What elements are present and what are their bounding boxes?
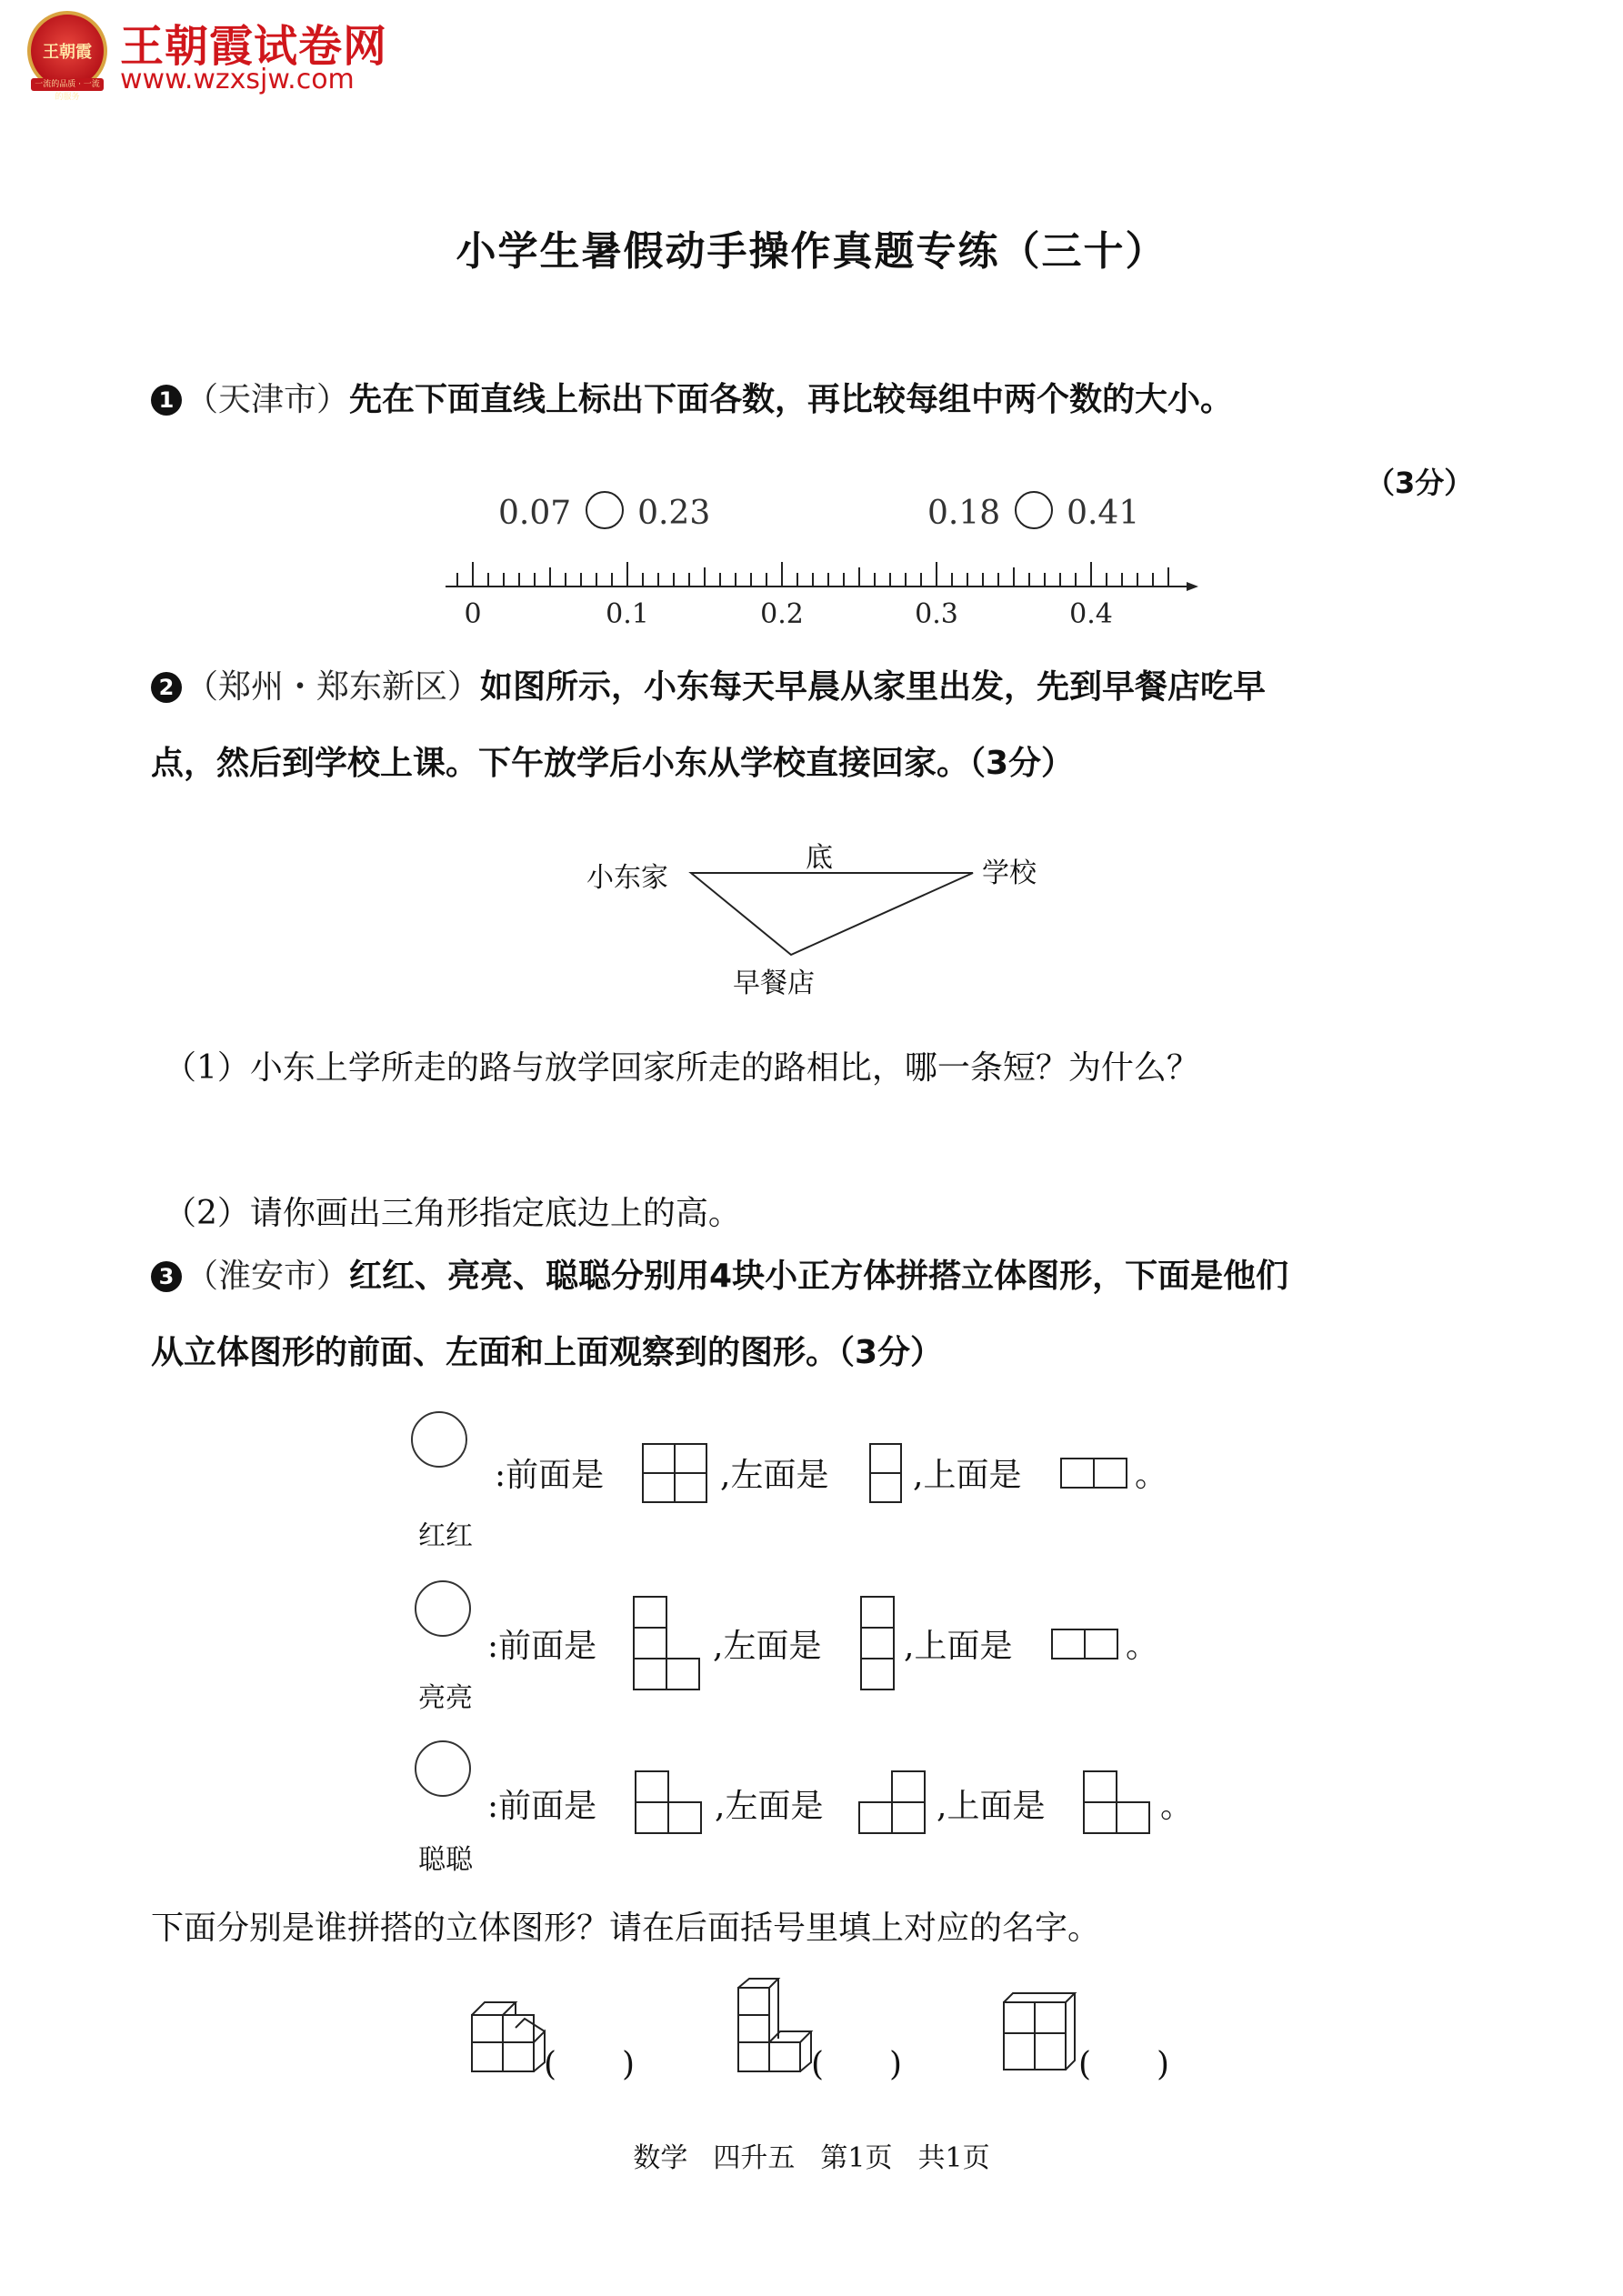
page-footer [0,2135,1623,2175]
number-line [436,546,1200,637]
number-line-label: 0.4 [1069,598,1113,630]
kid-name: 红红 [418,1520,473,1552]
brand-name: 王朝霞试卷网 [120,21,388,72]
top-label: ,上面是 [904,1628,1013,1665]
pair-value: 0.07 [498,495,572,532]
question-text-continued: 点，然后到学校上课。下午放学后小东从学校直接回家。（3分） [151,745,1075,782]
answer-blank[interactable]: ( ) [1078,2046,1170,2083]
sub-question-1: （1）小东上学所走的路与放学回家所走的路相比，哪一条短？为什么？ [164,1049,1199,1087]
question-3 [151,1260,1288,1293]
answer-blank[interactable]: ( ) [811,2046,903,2083]
answer-blank[interactable]: ( ) [544,2046,636,2083]
label-school: 学校 [982,857,1037,889]
question-source: （郑州・郑东新区） [185,668,481,706]
logo-ribbon: 一流的品质 · 一流的服务 [31,78,104,91]
footer-total: 共1页 [917,2142,990,2174]
left-view-shape [859,1595,896,1691]
question-source: （淮安市） [185,1258,350,1295]
question-source: （天津市） [185,381,350,418]
end-mark: 。 [1160,1788,1194,1825]
cube-figure-3 [1000,1982,1082,2077]
number-line-label: 0.1 [606,598,649,630]
question-2 [151,668,1267,706]
compare-pair-1 [498,491,710,532]
top-view-shape [1059,1457,1128,1489]
left-label: ,左面是 [715,1788,824,1825]
compare-circle[interactable] [1015,491,1053,529]
footer-subject: 数学 [633,2142,688,2174]
left-label: ,左面是 [713,1628,822,1665]
question-text: 红红、亮亮、聪聪分别用4块小正方体拼搭立体图形，下面是他们 [349,1258,1289,1295]
number-line-label: 0 [464,598,482,630]
label-home: 小东家 [586,862,668,894]
pair-value: 0.41 [1067,495,1140,532]
top-label: ,上面是 [937,1788,1046,1825]
question-text-continued: 从立体图形的前面、左面和上面观察到的图形。（3分） [151,1334,944,1371]
kid-name: 亮亮 [418,1682,473,1714]
front-label: :前面是 [487,1788,597,1825]
triangle [691,873,973,955]
question-number-badge: 2 [151,672,182,703]
boy-avatar-icon [415,1740,471,1797]
front-label: :前面是 [495,1457,605,1494]
footer-page: 第1页 [820,2142,893,2174]
front-label: :前面是 [487,1628,597,1665]
number-line-arrow [1187,582,1198,591]
cube-figure-1 [468,1982,550,2077]
girl-avatar-icon [411,1411,467,1468]
end-mark: 。 [1135,1457,1168,1494]
question-text: 先在下面直线上标出下面各数，再比较每组中两个数的大小。 [349,381,1234,418]
top-view-shape [1082,1770,1153,1837]
top-view-shape [1050,1628,1119,1660]
page-title: 小学生暑假动手操作真题专练（三十） [456,228,1167,275]
brand-url: www.wzxsjw.com [120,64,355,95]
question-1 [151,381,1234,418]
label-base: 底 [806,842,833,874]
front-view-shape [641,1442,708,1504]
cube-figure-2 [735,1975,818,2079]
left-view-shape [868,1442,903,1504]
label-shop: 早餐店 [733,968,815,999]
question-number-badge: 1 [151,385,182,416]
compare-circle[interactable] [586,491,624,529]
q3-question: 下面分别是谁拼搭的立体图形？请在后面括号里填上对应的名字。 [151,1910,1101,1947]
left-view-shape [857,1770,928,1837]
front-view-shape [634,1770,705,1837]
sub-question-2: （2）请你画出三角形指定底边上的高。 [164,1195,741,1232]
question-text: 如图所示，小东每天早晨从家里出发，先到早餐店吃早 [480,668,1267,706]
question-number-badge: 3 [151,1261,182,1292]
left-label: ,左面是 [720,1457,829,1494]
number-line-label: 0.2 [760,598,804,630]
pair-value: 0.23 [637,495,711,532]
top-label: ,上面是 [913,1457,1022,1494]
compare-pair-2 [927,491,1139,532]
front-view-shape [632,1595,703,1691]
number-line-label: 0.3 [915,598,958,630]
kid-name: 聪聪 [418,1844,473,1876]
end-mark: 。 [1126,1628,1159,1665]
logo-text: 王朝霞 [43,43,92,62]
footer-grade: 四升五 [713,2142,796,2174]
question-score: （3分） [1366,466,1474,500]
boy-avatar-icon [415,1580,471,1637]
pair-value: 0.18 [927,495,1001,532]
